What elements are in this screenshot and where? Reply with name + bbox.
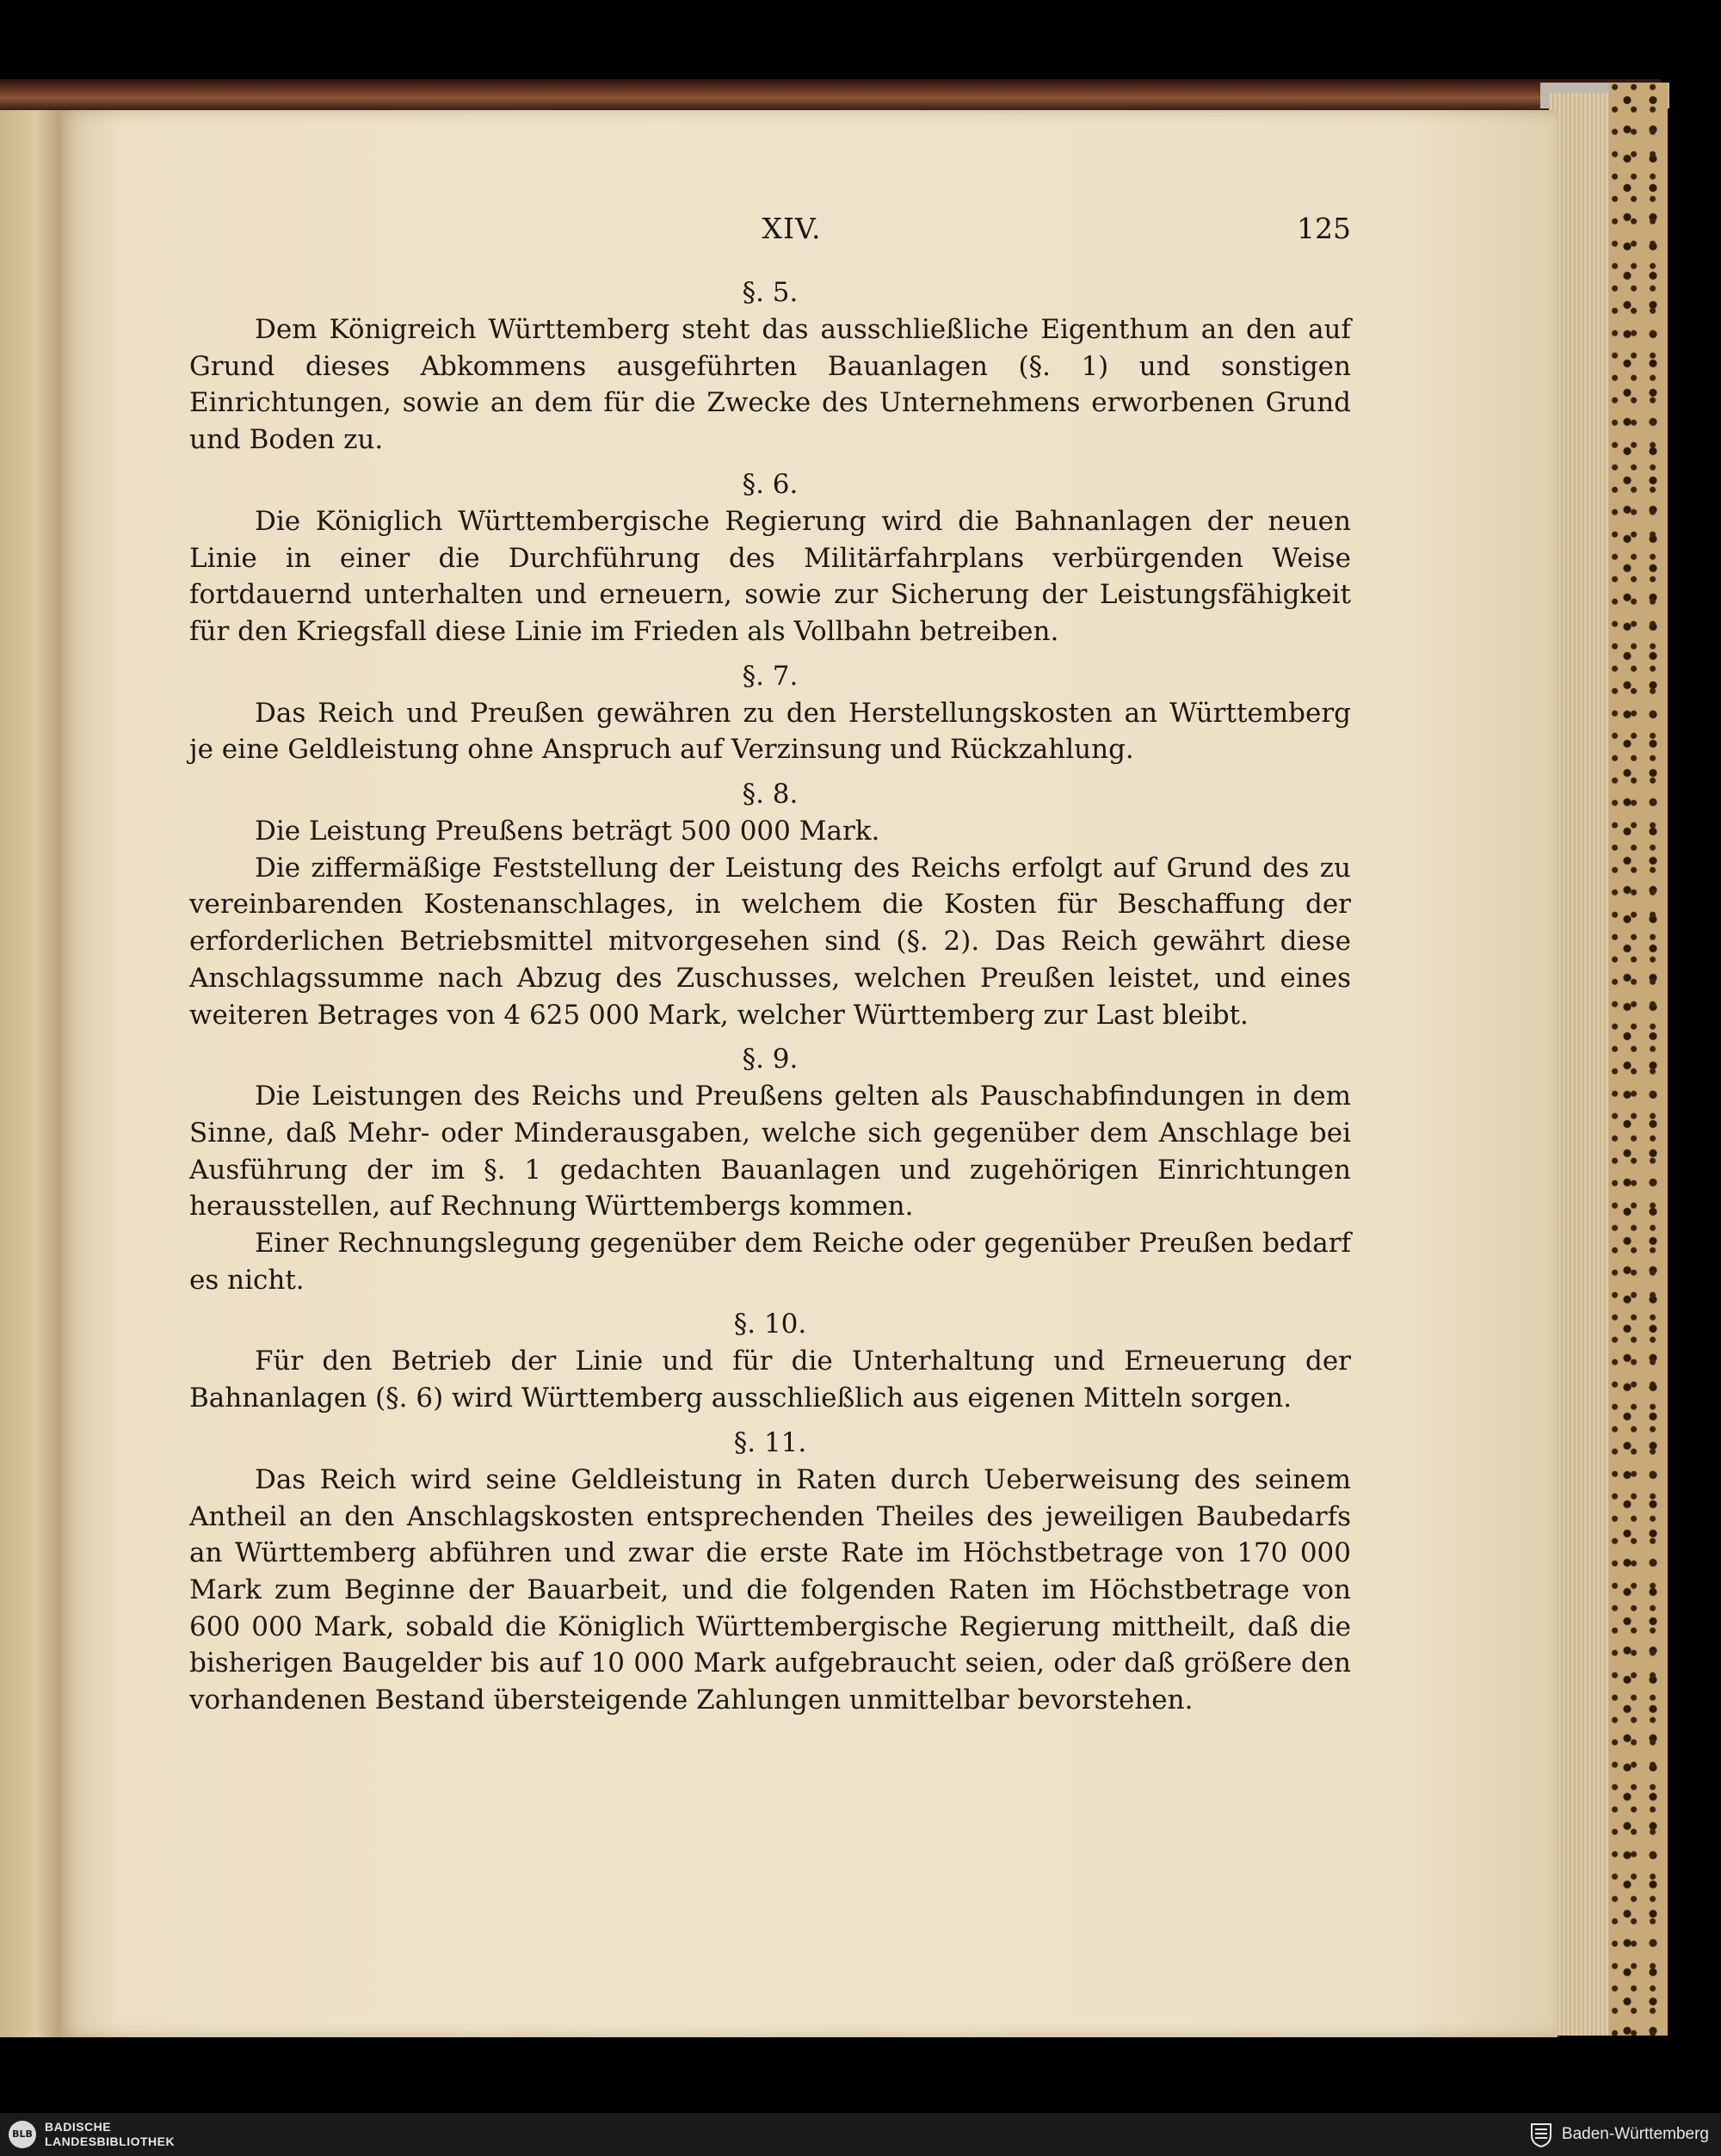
section-heading: §. 8. [742, 779, 799, 810]
paragraph: Die Leistungen des Reichs und Preußens gelten als Pauschabfindungen in dem Sinne, daß Mehr- oder Minderausgaben, welche sich gegenüber dem Anschlage bei Ausführung der im §. 1 gedachten Bauanlagen und zugehörigen Einrichtungen herausstellen, auf Rechnung Württembergs kommen. [189, 1081, 1351, 1223]
chapter-numeral: XIV. [762, 212, 822, 245]
paragraph: Für den Betrieb der Linie und für die Unterhaltung und Erneuerung der Bahnanlagen (§. 6) wird Württemberg ausschließlich aus eigenen Mitteln sorgen. [189, 1346, 1351, 1414]
page-stack-edge [1549, 93, 1609, 2036]
section-heading: §. 7. [742, 660, 799, 692]
paragraph: Die Leistung Preußens beträgt 500 000 Mark. [255, 816, 880, 847]
book-binding [0, 79, 1661, 110]
paragraph: Einer Rechnungslegung gegenüber dem Reiche oder gegenüber Preußen bedarf es nicht. [189, 1228, 1351, 1296]
library-name[interactable] [45, 2120, 175, 2149]
section-heading: §. 9. [742, 1044, 799, 1075]
library-name-line2: LANDESBIBLIOTHEK [45, 2134, 176, 2148]
section-heading: §. 6. [742, 468, 799, 500]
section-heading: §. 11. [733, 1426, 807, 1458]
library-name-line1: BADISCHE [45, 2120, 112, 2134]
body-text [189, 274, 1351, 1719]
page-header [189, 212, 1351, 249]
library-logo[interactable]: BLB [9, 2121, 36, 2148]
section-heading: §. 10. [733, 1309, 807, 1340]
book-page [60, 110, 1558, 2037]
page-number: 125 [1297, 212, 1351, 245]
marbled-cover [1609, 83, 1668, 2036]
paragraph: Das Reich wird seine Geldleistung in Raten durch Ueberweisung des seinem Antheil an den Anschlagskosten entsprechenden Theiles des jeweiligen Baubedarfs an Württemberg abführen und zwar die erste Rate im Höchstbetrage von 170 000 Mark zum Beginne der Bauarbeit, und die folgenden Raten im Höchstbetrage von 600 000 Mark, sobald die Königlich Württembergische Regierung mittheilt, daß die bisherigen Baugelder bis auf 10 000 Mark aufgebraucht seien, oder daß größere den vorhandenen Bestand übersteigende Zahlungen unmittelbar bevorstehen. [189, 1463, 1351, 1716]
paragraph: Die ziffermäßige Feststellung der Leistung des Reichs erfolgt auf Grund des zu vereinbarenden Kostenanschlages, in welchem die Kosten für Beschaffung der erforderlichen Betriebsmittel mitvorgesehen sind (§. 2). Das Reich gewährt diese Anschlagssumme nach Abzug des Zuschusses, welchen Preußen leistet, und eines weiteren Betrages von 4 625 000 Mark, welcher Württemberg zur Last bleibt. [189, 852, 1351, 1031]
paragraph: Dem Königreich Württemberg steht das ausschließliche Eigenthum an den auf Grund dieses Abkommens ausgeführten Bauanlagen (§. 1) und sonstigen Einrichtungen, sowie an dem für die Zwecke des Unternehmens erworbenen Grund und Boden zu. [189, 314, 1351, 456]
section-heading: §. 5. [742, 277, 799, 308]
paragraph: Das Reich und Preußen gewähren zu den Herstellungskosten an Württemberg je eine Geldleistung ohne Anspruch auf Verzinsung und Rückzahlung. [189, 697, 1351, 766]
coat-of-arms-icon [1529, 2122, 1553, 2147]
paragraph: Die Königlich Württembergische Regierung wird die Bahnanlagen der neuen Linie in einer die Durchführung des Militärfahrplans verbürgenden Weise fortdauernd unterhalten und erneuern, sowie zur Sicherung der Leistungsfähigkeit für den Kriegsfall diese Linie im Frieden als Vollbahn betreiben. [189, 505, 1351, 647]
state-label[interactable]: Baden-Württemberg [1561, 2125, 1709, 2143]
viewer-footer [0, 2113, 1721, 2156]
left-page-edge [0, 110, 60, 2037]
